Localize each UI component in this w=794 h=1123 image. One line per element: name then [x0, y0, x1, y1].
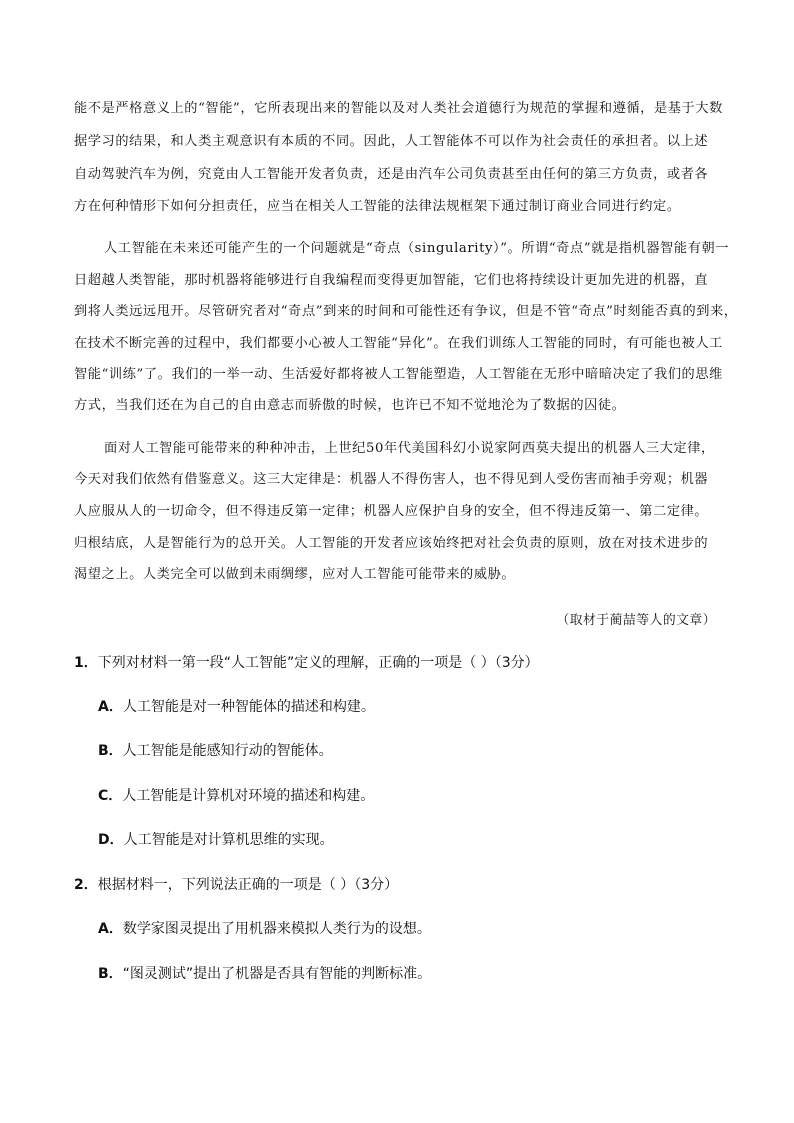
- question-number: 2．: [74, 877, 98, 893]
- passage-line: 面对人工智能可能带来的种种冲击，上世纪50年代美国科幻小说家阿西莫夫提出的机器人三大定律，: [104, 441, 715, 456]
- question-text: 下列对材料一第一段“人工智能”定义的理解，正确的一项是（ ）（3分）: [97, 655, 539, 671]
- passage-line: 智能“训练”了。我们的一举一动、生活爱好都将被人工智能塑造，人工智能在无形中暗暗决定了我们的思维: [74, 367, 723, 382]
- question-number: 1．: [74, 655, 98, 671]
- passage-line: 日超越人类智能，那时机器将能够进行自我编程而变得更加智能，它们也将持续设计更加先进的机器，直: [74, 273, 709, 288]
- passage-line: 人应服从人的一切命令，但不得违反第一定律；机器人应保护自身的安全，但不得违反第一、第二定律。: [74, 504, 709, 519]
- option-a[interactable]: [98, 697, 375, 717]
- passage-line: 在技术不断完善的过程中，我们都要小心被人工智能“异化”。在我们训练人工智能的同时，有可能也被人工: [74, 336, 723, 351]
- passage-line: 今天对我们依然有借鉴意义。这三大定律是：机器人不得伤害人，也不得见到人受伤害而袖手旁观；机器: [74, 472, 709, 487]
- passage-line: 渴望之上。人类完全可以做到未雨绸缪，应对人工智能可能带来的威胁。: [74, 567, 516, 582]
- passage-line: 归根结底，人是智能行为的总开关。人工智能的开发者应该始终把对社会负责的原则，放在对技术进步的: [74, 536, 709, 551]
- option-a[interactable]: [98, 919, 431, 939]
- option-letter: D．: [98, 832, 124, 848]
- question-2: [74, 875, 398, 895]
- question-1: [74, 653, 539, 673]
- option-letter: B．: [98, 743, 123, 759]
- passage-line: 能不是严格意义上的“智能”，它所表现出来的智能以及对人类社会道德行为规范的掌握和遵循，是基于大数: [74, 101, 723, 116]
- option-b[interactable]: [98, 741, 333, 761]
- passage-line: 据学习的结果，和人类主观意识有本质的不同。因此，人工智能体不可以作为社会责任的承担者。以上述: [74, 134, 709, 149]
- option-b[interactable]: [98, 964, 431, 984]
- passage-line: 方式，当我们还在为自己的自由意志而骄傲的时候，也许已不知不觉地沦为了数据的囚徒。: [74, 398, 626, 413]
- option-letter: C．: [98, 788, 123, 804]
- question-text: 根据材料一，下列说法正确的一项是（ ）（3分）: [97, 877, 399, 893]
- option-text: 人工智能是对一种智能体的描述和构建。: [122, 699, 375, 715]
- option-text: 人工智能是能感知行动的智能体。: [122, 743, 333, 759]
- option-letter: B．: [98, 966, 123, 982]
- source-attribution: （取材于蔺喆等人的文章）: [556, 613, 716, 628]
- option-c[interactable]: [98, 786, 374, 806]
- option-letter: A．: [98, 921, 123, 937]
- option-letter: A．: [98, 699, 123, 715]
- option-d[interactable]: [98, 830, 334, 850]
- passage-line: 到将人类远远甩开。尽管研究者对“奇点”到来的时间和可能性还有争议，但是不管“奇点”时刻能否真的到来，: [74, 304, 738, 319]
- option-text: 人工智能是计算机对环境的描述和构建。: [122, 788, 375, 804]
- passage-line: 人工智能在未来还可能产生的一个问题就是“奇点（singularity）”。所谓“奇点”就是指机器智能有朝一: [104, 241, 730, 256]
- passage-line: 方在何种情形下如何分担责任，应当在相关人工智能的法律法规框架下通过制订商业合同进行约定。: [74, 199, 681, 214]
- passage-line: 自动驾驶汽车为例，究竟由人工智能开发者负责，还是由汽车公司负责甚至由任何的第三方负责，或者各: [74, 167, 709, 182]
- option-text: 数学家图灵提出了用机器来模拟人类行为的设想。: [122, 921, 431, 937]
- option-text: “图灵测试”提出了机器是否具有智能的判断标准。: [122, 966, 432, 982]
- option-text: 人工智能是对计算机思维的实现。: [123, 832, 334, 848]
